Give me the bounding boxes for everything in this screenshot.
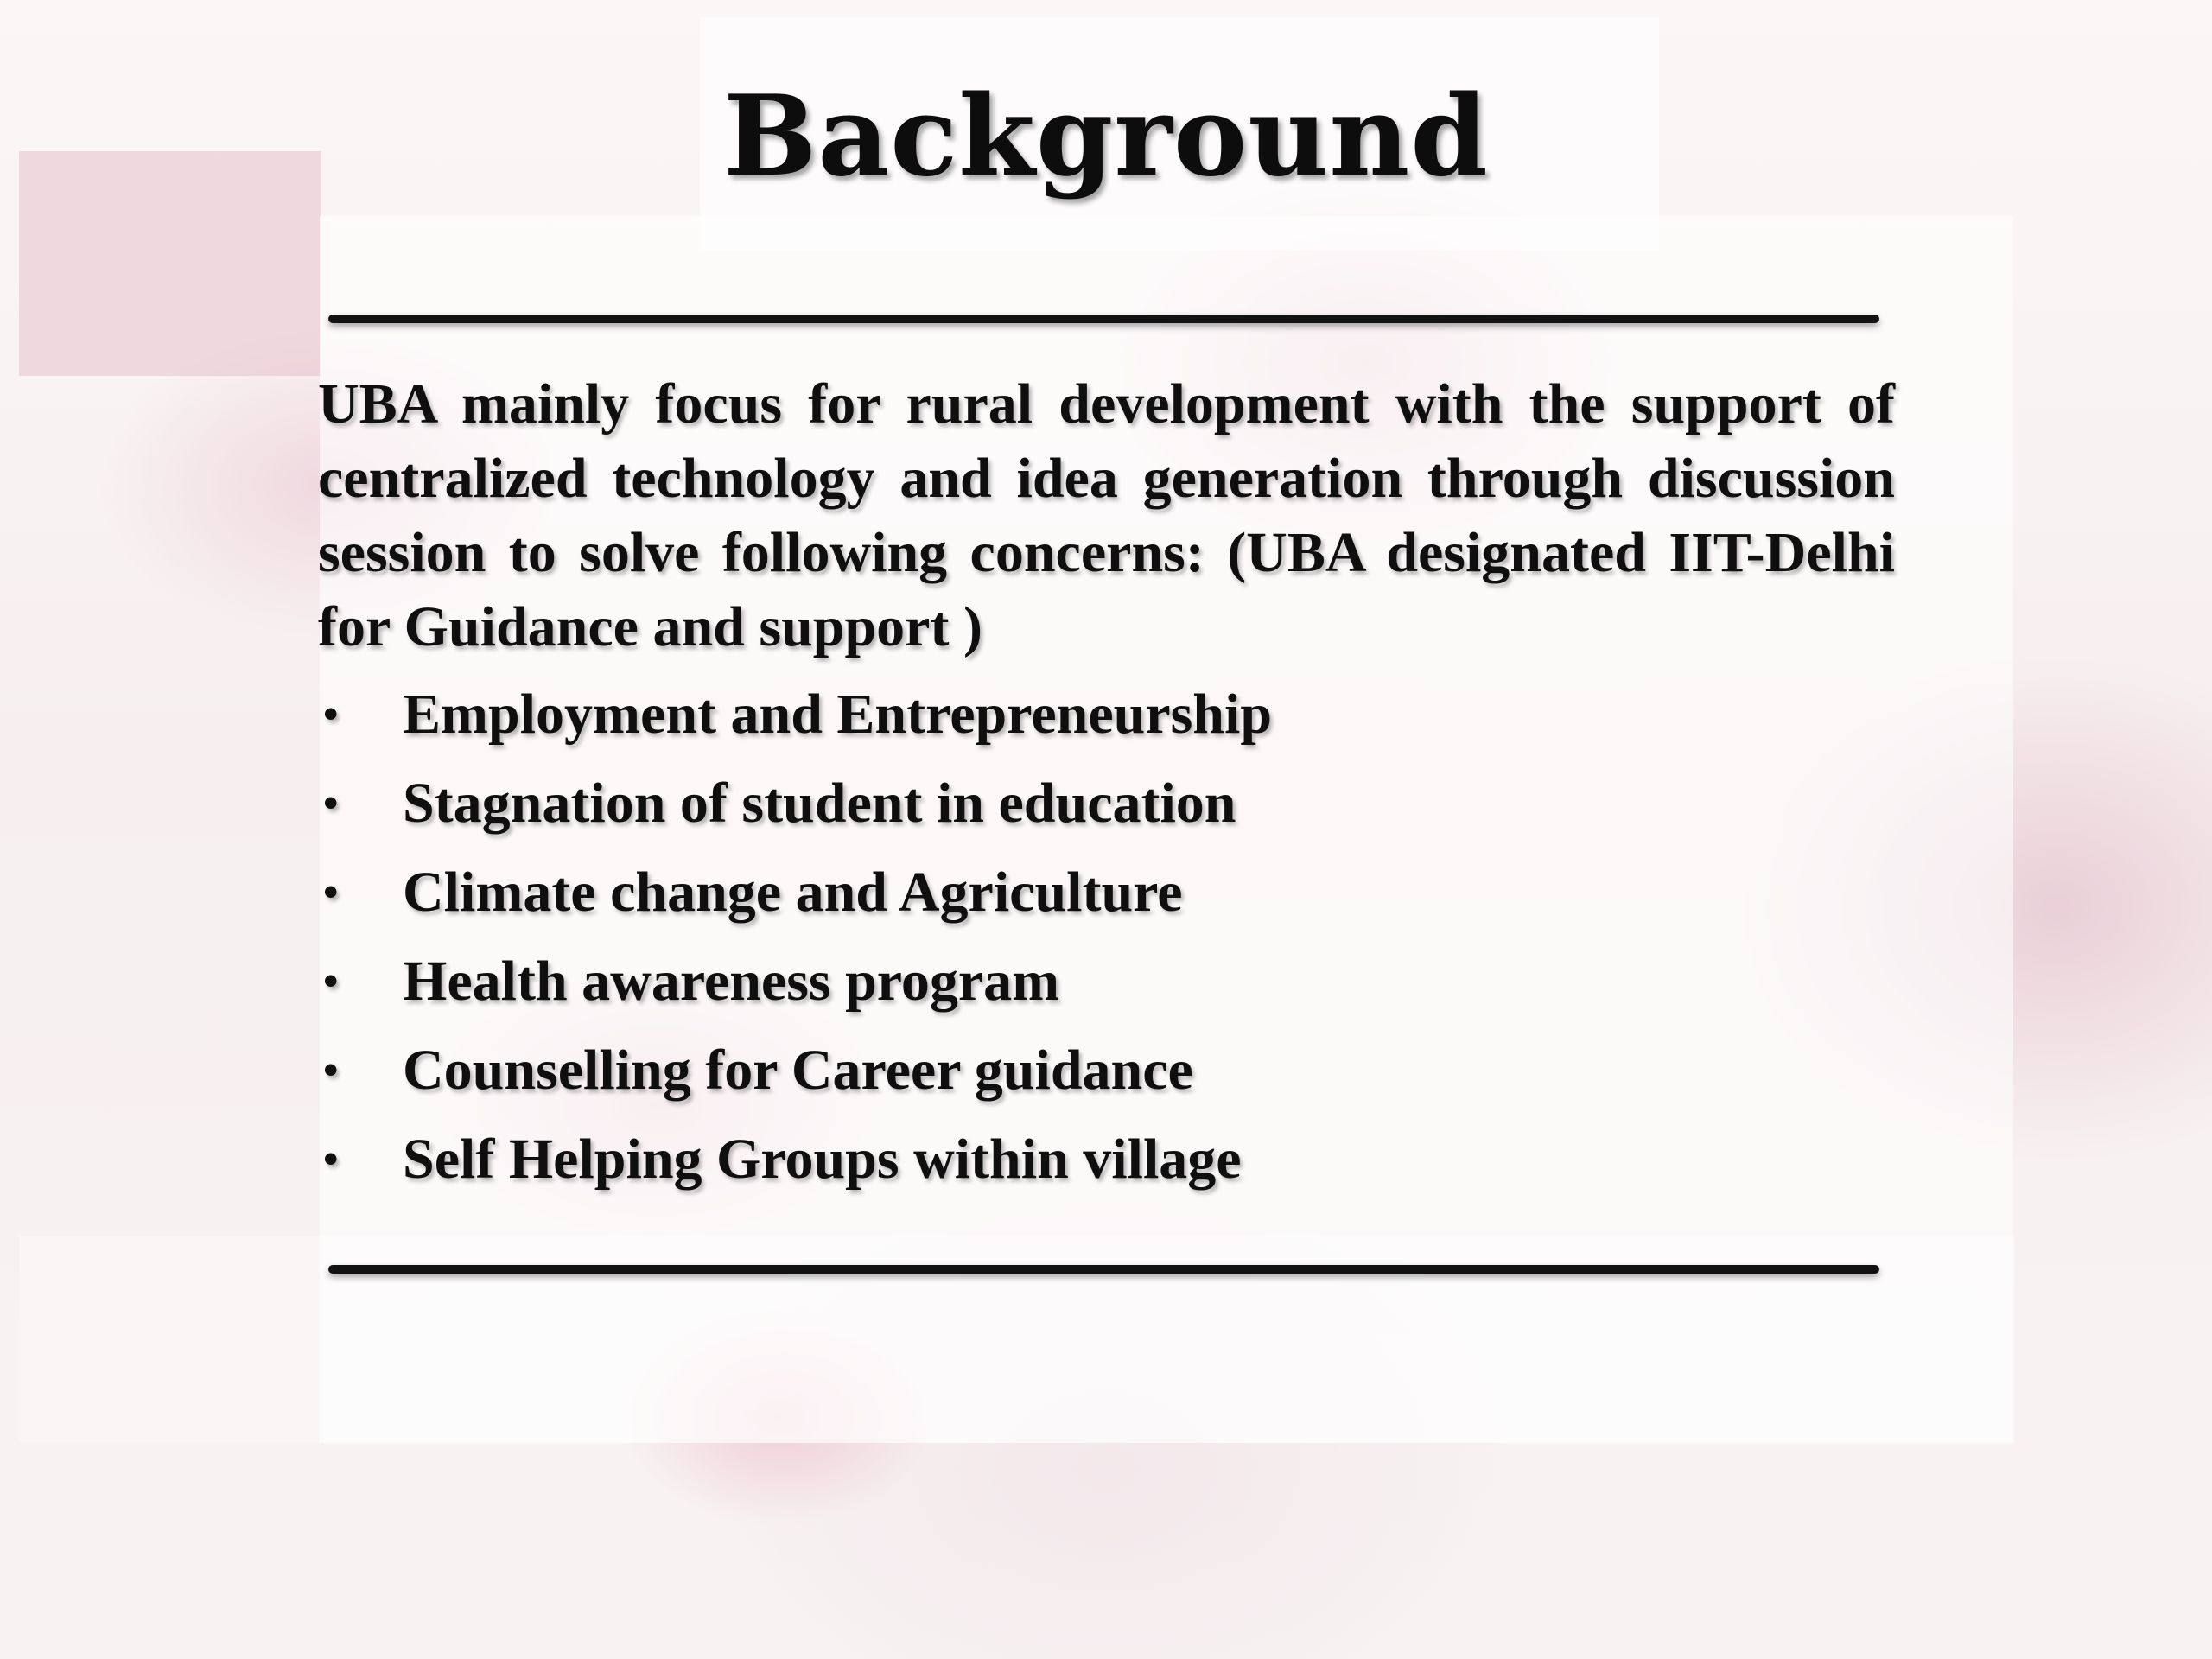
slide-body [318, 367, 1895, 1204]
concerns-list [318, 670, 1895, 1204]
bullet-icon: • [323, 957, 339, 1005]
bullet-icon: • [323, 1135, 339, 1183]
list-item-label: Stagnation of student in education [403, 772, 1236, 835]
divider-bottom [328, 1265, 1879, 1274]
list-item [318, 1115, 1895, 1204]
divider-top [328, 315, 1879, 323]
list-item-label: Counselling for Career guidance [403, 1039, 1193, 1102]
list-item-label: Employment and Entrepreneurship [403, 683, 1273, 746]
bullet-icon: • [323, 690, 339, 738]
intro-paragraph: UBA mainly focus for rural development with the support of centralized technology and idea generation through discussion session to solve following concerns: (UBA designated IIT-Delhi for Guidance and support ) [318, 372, 1895, 658]
slide-title: Background [723, 72, 1489, 201]
bullet-icon: • [323, 779, 339, 827]
list-item-label: Climate change and Agriculture [403, 861, 1183, 924]
list-item-label: Self Helping Groups within village [403, 1128, 1242, 1191]
list-item [318, 937, 1895, 1026]
list-item [318, 1026, 1895, 1115]
list-item [318, 670, 1895, 759]
list-item [318, 848, 1895, 937]
bullet-icon: • [323, 1046, 339, 1094]
list-item [318, 759, 1895, 848]
bullet-icon: • [323, 868, 339, 916]
list-item-label: Health awareness program [403, 950, 1060, 1013]
